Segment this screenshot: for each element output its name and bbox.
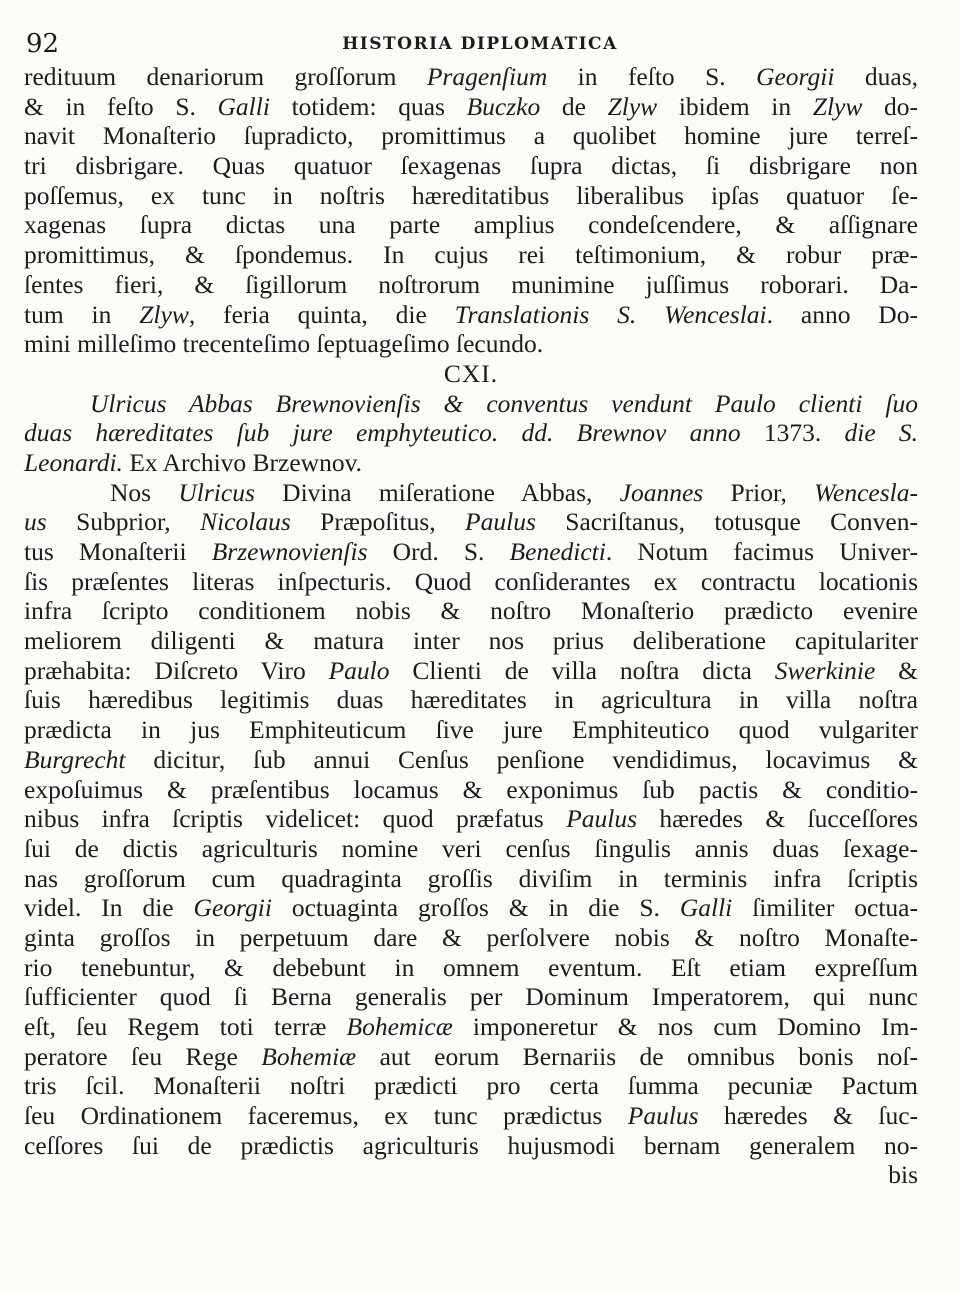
section-summary-line <box>24 448 918 478</box>
text-line <box>24 982 918 1012</box>
text-line <box>24 596 918 626</box>
text-line <box>24 478 918 508</box>
text-run: tus Monaſterii <box>24 537 212 566</box>
text-line <box>24 240 918 270</box>
text-line <box>24 210 918 240</box>
text-run: Divina miſeratione Abbas, <box>254 477 620 507</box>
text-run: tris ſcil. Monaſterii noſtri prædicti pro certa ſumma pecuniæ Pactum <box>24 1071 918 1101</box>
text-run: duas, <box>834 62 919 91</box>
text-run: ſuis hæredibus legitimis duas hæreditates in agricultura in villa noſtra <box>24 685 918 715</box>
text-line <box>24 775 918 805</box>
text-line <box>24 1071 918 1101</box>
text-line <box>24 1160 918 1190</box>
italic-name: Ulricus <box>178 477 255 507</box>
text-run: in feſto S. <box>547 62 757 91</box>
text-line <box>24 537 918 567</box>
italic-name: Translationis S. Wenceslai <box>454 299 767 329</box>
text-line <box>24 1101 918 1131</box>
italic-name: Zlyw <box>607 91 658 121</box>
text-run: & <box>875 655 919 685</box>
text-run: ſis præſentes literas inſpecturis. Quod conſiderantes ex contractu locationis <box>24 566 918 596</box>
text-run: ibidem in <box>657 91 813 121</box>
text-line <box>24 329 918 359</box>
text-run: do- <box>862 91 918 121</box>
text-run: aut eorum Bernariis de omnibus bonis noſ- <box>356 1041 919 1071</box>
text-run: ginta groſſos in perpetuum dare & perſolvere nobis & noſtro Monaſte- <box>24 922 918 952</box>
italic-name: Pragenſium <box>426 62 548 91</box>
italic-name: Leonardi. <box>24 447 123 477</box>
text-run: Clienti de villa noſtra dicta <box>389 655 775 685</box>
italic-name: Wencesla- <box>814 477 918 507</box>
italic-name: Bohemiæ <box>261 1041 357 1071</box>
body-text <box>24 62 918 1190</box>
text-line <box>24 656 918 686</box>
italic-name: Brzewnovienſis <box>211 537 368 566</box>
text-line <box>24 181 918 211</box>
text-run: Subprior, <box>46 507 201 537</box>
text-run: xagenas ſupra dictas una parte amplius condeſcendere, & aſſignare <box>24 210 918 240</box>
text-run: infra ſcripto conditionem nobis & noſtro Monaſterio prædicto evenire <box>24 596 918 626</box>
text-run: Ex Archivo Brzewnov. <box>122 447 363 477</box>
text-line <box>24 300 918 330</box>
text-line <box>24 121 918 151</box>
text-line <box>24 626 918 656</box>
italic-name: Paulus <box>627 1101 699 1131</box>
text-run: ſui de dictis agriculturis nomine veri cenſus ſingulis annis duas ſexage- <box>24 833 918 863</box>
text-run: imponeretur & nos cum Domino Im- <box>452 1012 918 1041</box>
text-run: . Notum facimus Univer- <box>605 537 918 566</box>
text-run: tum in <box>24 299 140 329</box>
text-line <box>24 62 918 92</box>
text-run: prædicta in jus Emphiteuticum ſive jure Emphiteutico quod vulgariter <box>24 715 918 745</box>
text-run: totidem: quas <box>269 91 467 121</box>
italic-name: die S. <box>844 418 919 448</box>
text-run: de <box>540 91 608 121</box>
italic-name: Galli <box>679 893 733 923</box>
italic-name: Bohemicæ <box>346 1012 453 1041</box>
text-run: octuaginta groſſos & in die S. <box>271 893 680 923</box>
text-line <box>24 893 918 923</box>
text-run: videl. In die <box>24 893 194 923</box>
italic-name: Burgrecht <box>24 744 126 774</box>
text-line <box>24 685 918 715</box>
text-run: Prior, <box>703 477 815 507</box>
text-run: ſeu Ordinationem faceremus, ex tunc prædictus <box>24 1101 628 1131</box>
text-line <box>24 864 918 894</box>
text-run: rio tenebuntur, & debebunt in omnem eventum. Eſt etiam expreſſum <box>24 952 918 982</box>
text-run: expoſuimus & præſentibus locamus & exponimus ſub pactis & conditio- <box>24 774 918 804</box>
text-run: ſimiliter octua- <box>732 893 918 923</box>
section-number: CXI. <box>443 358 499 388</box>
italic-name: Swerkinie <box>774 655 876 685</box>
italic-name: us <box>24 507 47 537</box>
text-run: promittimus, & ſpondemus. In cujus rei teſtimonium, & robur præ- <box>24 240 918 270</box>
text-run: ceſſores ſui de prædictis agriculturis hujusmodi bernam generalem no- <box>24 1130 918 1160</box>
text-line <box>24 92 918 122</box>
italic-name: Benedicti <box>509 537 606 566</box>
text-line <box>24 507 918 537</box>
italic-name: duas hæreditates ſub jure emphyteutico. dd. Brewnov anno <box>24 418 741 448</box>
text-run: mini milleſimo trecenteſimo ſeptuageſimo ſecundo. <box>24 329 544 359</box>
text-run: meliorem diligenti & matura inter nos prius deliberatione capitulariter <box>24 626 918 656</box>
text-run: navit Monaſterio ſupradicto, promittimus a quolibet homine jure terreſ- <box>24 121 918 151</box>
italic-name: Buczko <box>466 91 541 121</box>
text-run: Præpoſitus, <box>290 507 466 537</box>
text-run: ſentes fieri, & ſigillorum noſtrorum munimine juſſimus roborari. Da- <box>24 269 918 299</box>
text-run: , feria quinta, die <box>188 299 455 329</box>
text-line <box>24 151 918 181</box>
italic-name: Nicolaus <box>200 507 291 537</box>
text-run: eſt, ſeu Regem toti terræ <box>24 1012 347 1041</box>
text-run: nibus infra ſcriptis videlicet: quod præfatus <box>24 804 567 834</box>
text-run: peratore ſeu Rege <box>24 1041 262 1071</box>
text-run: præhabita: Diſcreto Viro <box>24 655 329 685</box>
text-run: hæredes & ſucceſſores <box>637 804 918 834</box>
text-run: Sacriſtanus, totusque Conven- <box>535 507 918 537</box>
text-line <box>24 1131 918 1161</box>
text-run: Nos <box>110 477 179 507</box>
text-run: hæredes & ſuc- <box>698 1101 918 1131</box>
italic-name: Paulus <box>566 804 638 834</box>
italic-name: Paulo <box>328 655 390 685</box>
page-header <box>26 30 934 58</box>
text-line <box>24 953 918 983</box>
text-run: 1373. <box>740 418 845 448</box>
text-line <box>24 745 918 775</box>
text-run: Ord. S. <box>367 537 510 566</box>
section-summary-line <box>24 418 918 448</box>
text-line <box>24 804 918 834</box>
italic-name: Zlyw <box>812 91 863 121</box>
text-run: & in feſto S. <box>24 91 218 121</box>
text-run: poſſemus, ex tunc in noſtris hæreditatibus liberalibus ipſas quatuor ſe- <box>24 180 918 210</box>
italic-name: Joannes <box>619 477 704 507</box>
italic-name: Zlyw <box>139 299 189 329</box>
section-heading <box>24 359 918 389</box>
text-line <box>24 834 918 864</box>
text-line <box>24 1042 918 1072</box>
text-line <box>24 1012 918 1042</box>
italic-name: Galli <box>217 91 270 121</box>
page-number: 92 <box>26 29 60 59</box>
italic-name: Paulus <box>465 507 536 537</box>
italic-name: Georgii <box>193 893 272 923</box>
text-run: . anno Do- <box>766 299 918 329</box>
text-run: ſufficienter quod ſi Berna generalis per Dominum Imperatorem, qui nunc <box>24 982 918 1012</box>
text-run: tri disbrigare. Quas quatuor ſexagenas ſupra dictas, ſi disbrigare non <box>24 151 918 181</box>
text-line <box>24 923 918 953</box>
text-line <box>24 270 918 300</box>
text-run: nas groſſorum cum quadraginta groſſis diviſim in terminis infra ſcriptis <box>24 863 918 893</box>
text-line <box>24 715 918 745</box>
text-run: redituum denariorum groſſorum <box>24 62 427 91</box>
running-head: HISTORIA DIPLOMATICA <box>342 34 618 54</box>
italic-name: Georgii <box>756 62 835 91</box>
text-run: bis <box>888 1160 918 1190</box>
section-summary-line <box>24 389 918 419</box>
italic-name: Ulricus Abbas Brewnovienſis & conventus vendunt Paulo clienti ſuo <box>90 388 918 418</box>
text-line <box>24 567 918 597</box>
text-run: dicitur, ſub annui Cenſus penſione vendidimus, locavimus & <box>125 744 918 774</box>
